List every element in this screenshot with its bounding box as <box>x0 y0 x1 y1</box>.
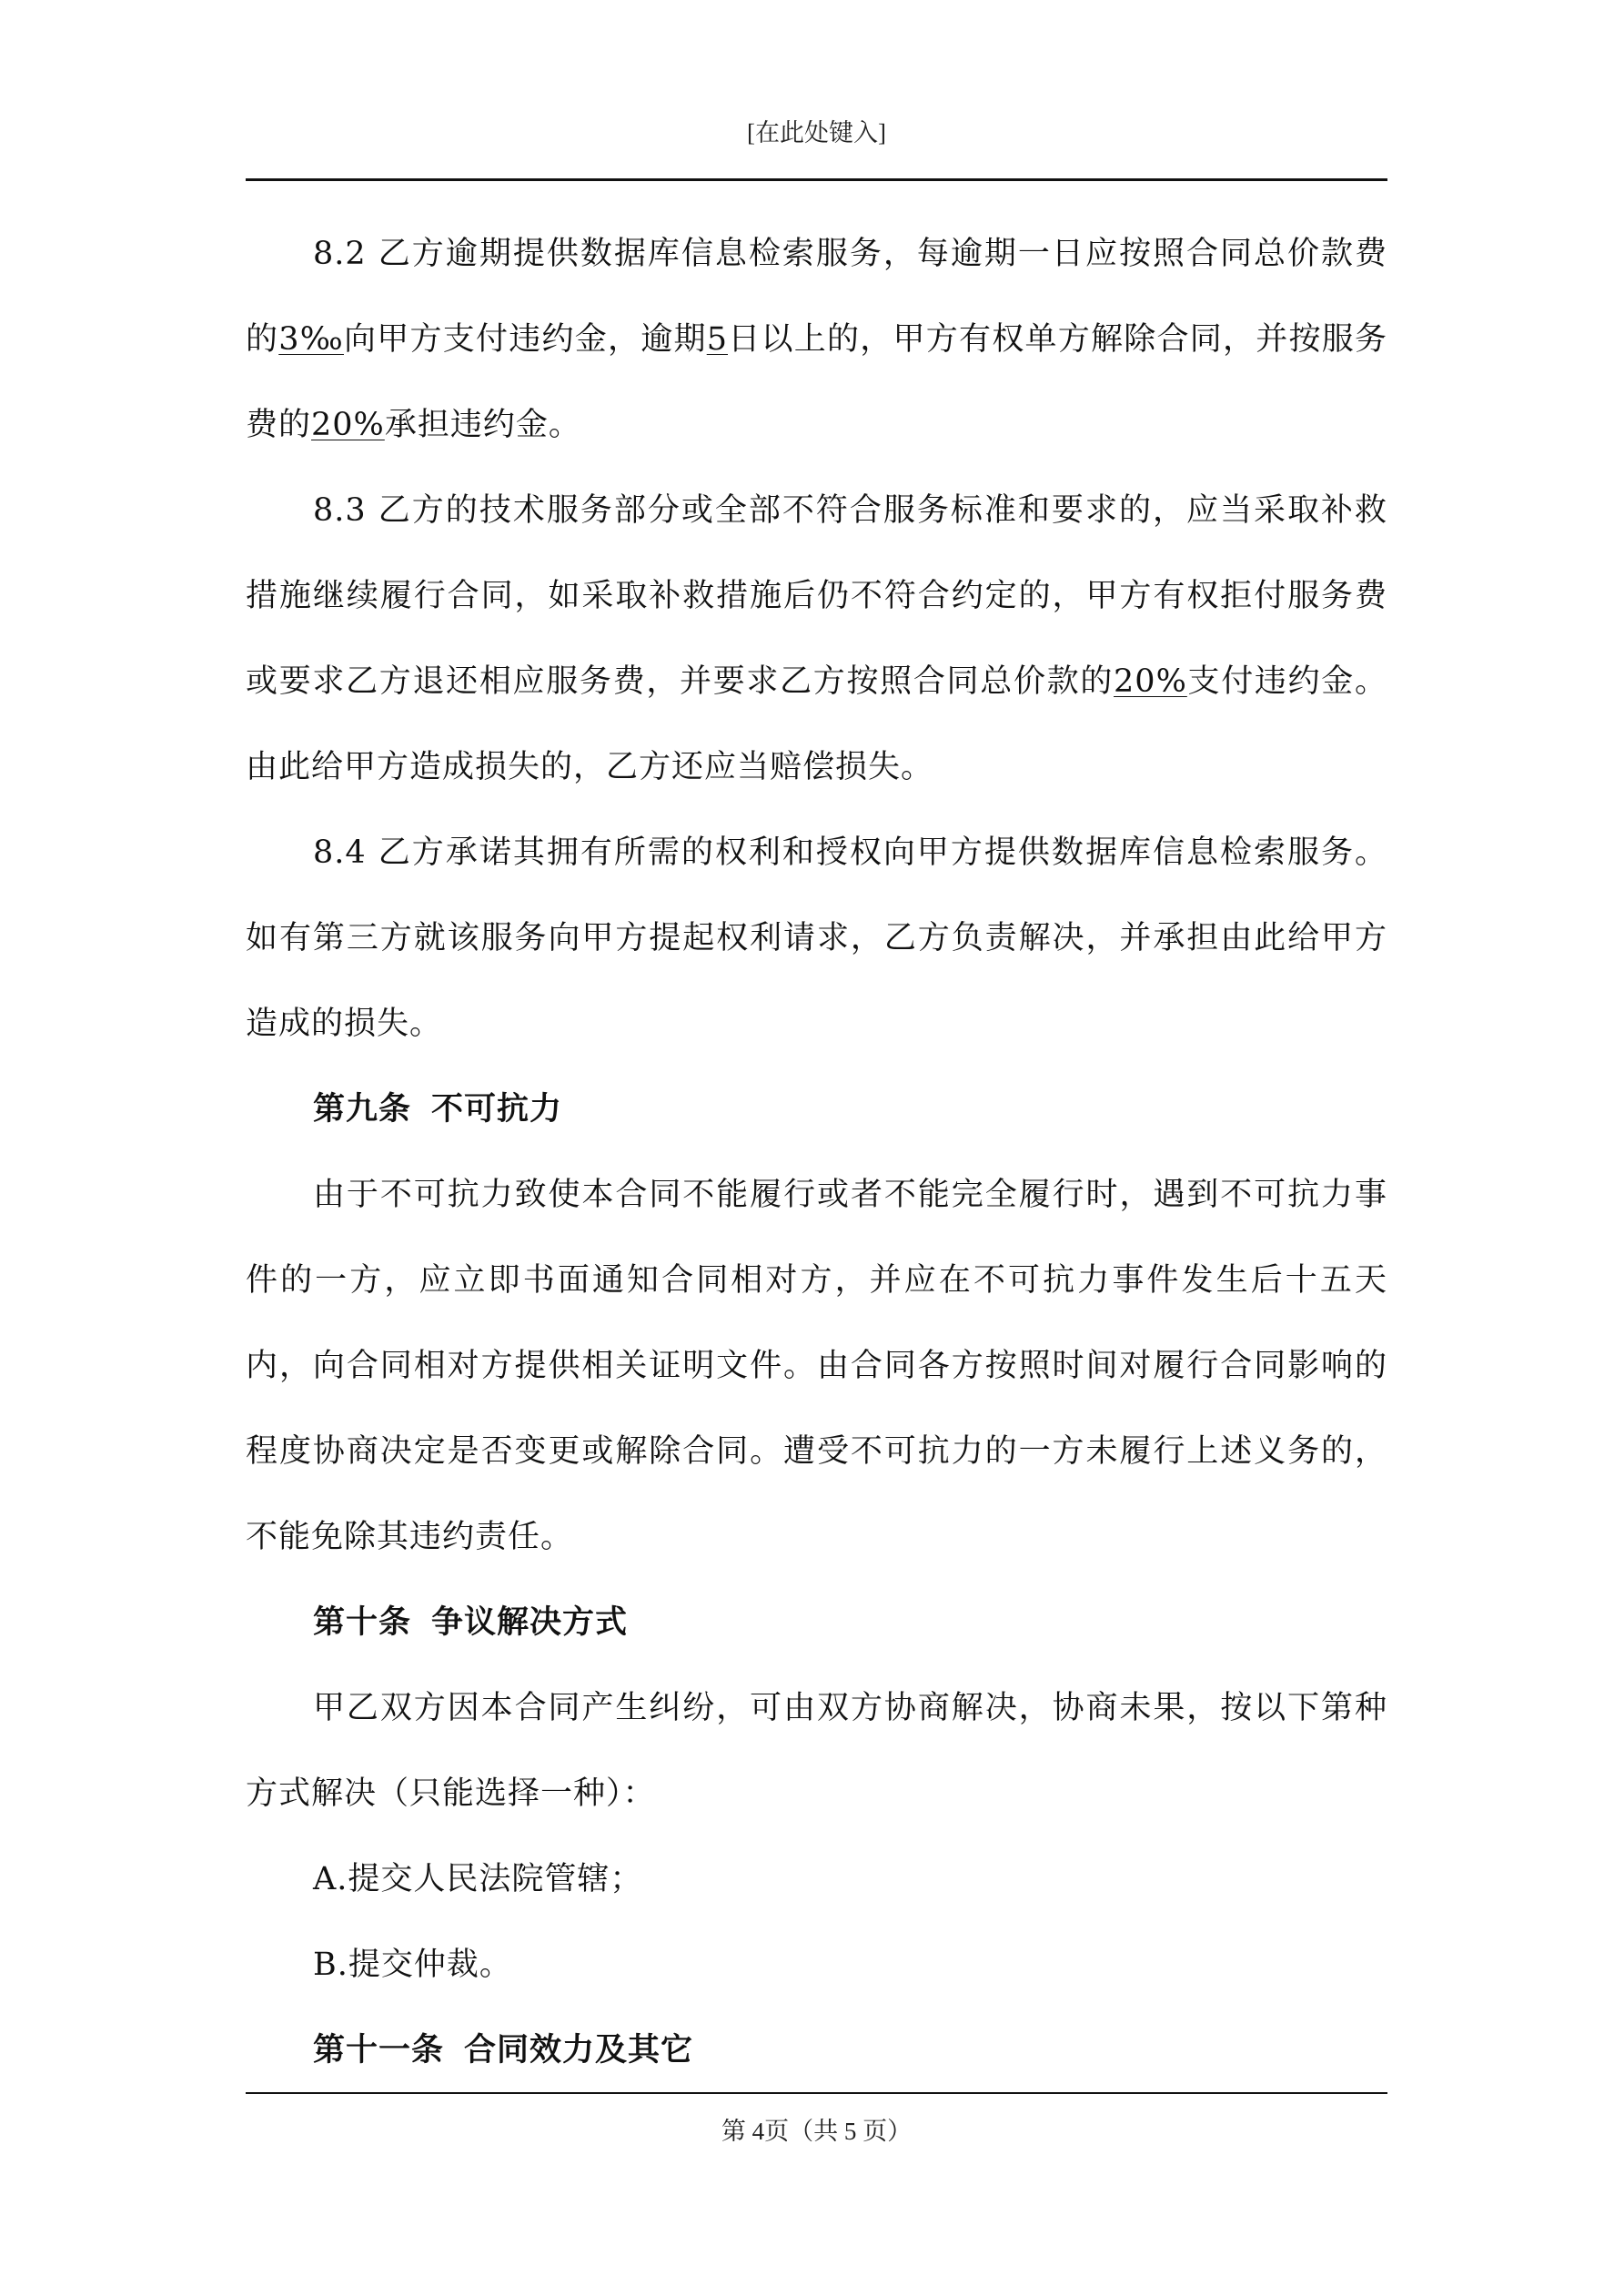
document-body <box>246 211 1387 2093</box>
header-divider <box>246 178 1387 181</box>
article-11-heading <box>246 2008 1387 2093</box>
article-10-number: 第十条 <box>313 1604 412 1641</box>
article-11-name: 合同效力及其它 <box>464 2032 694 2068</box>
article-9-name: 不可抗力 <box>431 1091 563 1128</box>
clause-8-3 <box>246 468 1387 810</box>
clause-8-3-text-b: 支付违约金。由此给甲方造成损失的，乙方还应当赔偿损失。 <box>246 663 1387 785</box>
clause-8-2-text-c: 日以上的，甲方有权单方解除合同，并按服务费的 <box>246 321 1387 443</box>
option-a: A.提交人民法院管辖； <box>313 1861 643 1897</box>
clause-8-2 <box>246 211 1387 468</box>
article-9-number: 第九条 <box>313 1091 412 1128</box>
clause-8-2-text-d: 承担违约金。 <box>384 407 581 443</box>
option-b: B.提交仲裁。 <box>313 1947 512 1983</box>
article-9-body: 由于不可抗力致使本合同不能履行或者不能完全履行时，遇到不可抗力事件的一方，应立即书面通知合同相对方，并应在不可抗力事件发生后十五天内，向合同相对方提供相关证明文件。由合同各方按照时间对履行合同影响的程度协商决定是否变更或解除合同。遭受不可抗力的一方未履行上述义务的，不能免除其违约责任。 <box>246 1177 1387 1555</box>
clause-8-3-text-a: 8.3 乙方的技术服务部分或全部不符合服务标准和要求的，应当采取补救措施继续履行合同，如采取补救措施后仍不符合约定的，甲方有权拒付服务费或要求乙方退还相应服务费，并要求乙方按照合同总价款的 <box>246 492 1387 700</box>
overdue-days: 5 <box>706 321 728 358</box>
clause-8-2-text-b: 向甲方支付违约金，逾期 <box>343 321 707 358</box>
article-10-body: 甲乙双方因本合同产生纠纷，可由双方协商解决，协商未果，按以下第种方式解决（只能选择一种）： <box>246 1690 1387 1812</box>
page-header: [在此处键入] <box>747 119 886 147</box>
article-10-name: 争议解决方式 <box>431 1604 629 1641</box>
footer-divider <box>246 2092 1387 2094</box>
article-11-number: 第十一条 <box>313 2032 445 2068</box>
late-penalty-rate: 3‰ <box>278 321 344 358</box>
article-9-heading <box>246 1067 1387 1152</box>
clause-8-2-text-a: 8.2 乙方逾期提供数据库信息检索服务，每逾期一日应按照合同总价款费的 <box>246 236 1387 358</box>
breach-percent: 20% <box>1114 663 1187 700</box>
penalty-percent: 20% <box>311 407 385 443</box>
article-10-heading <box>246 1580 1387 1665</box>
page-footer: 第 4页（共 5 页） <box>721 2118 913 2145</box>
clause-8-4: 8.4 乙方承诺其拥有所需的权利和授权向甲方提供数据库信息检索服务。如有第三方就该服务向甲方提起权利请求，乙方负责解决，并承担由此给甲方造成的损失。 <box>246 834 1387 1042</box>
